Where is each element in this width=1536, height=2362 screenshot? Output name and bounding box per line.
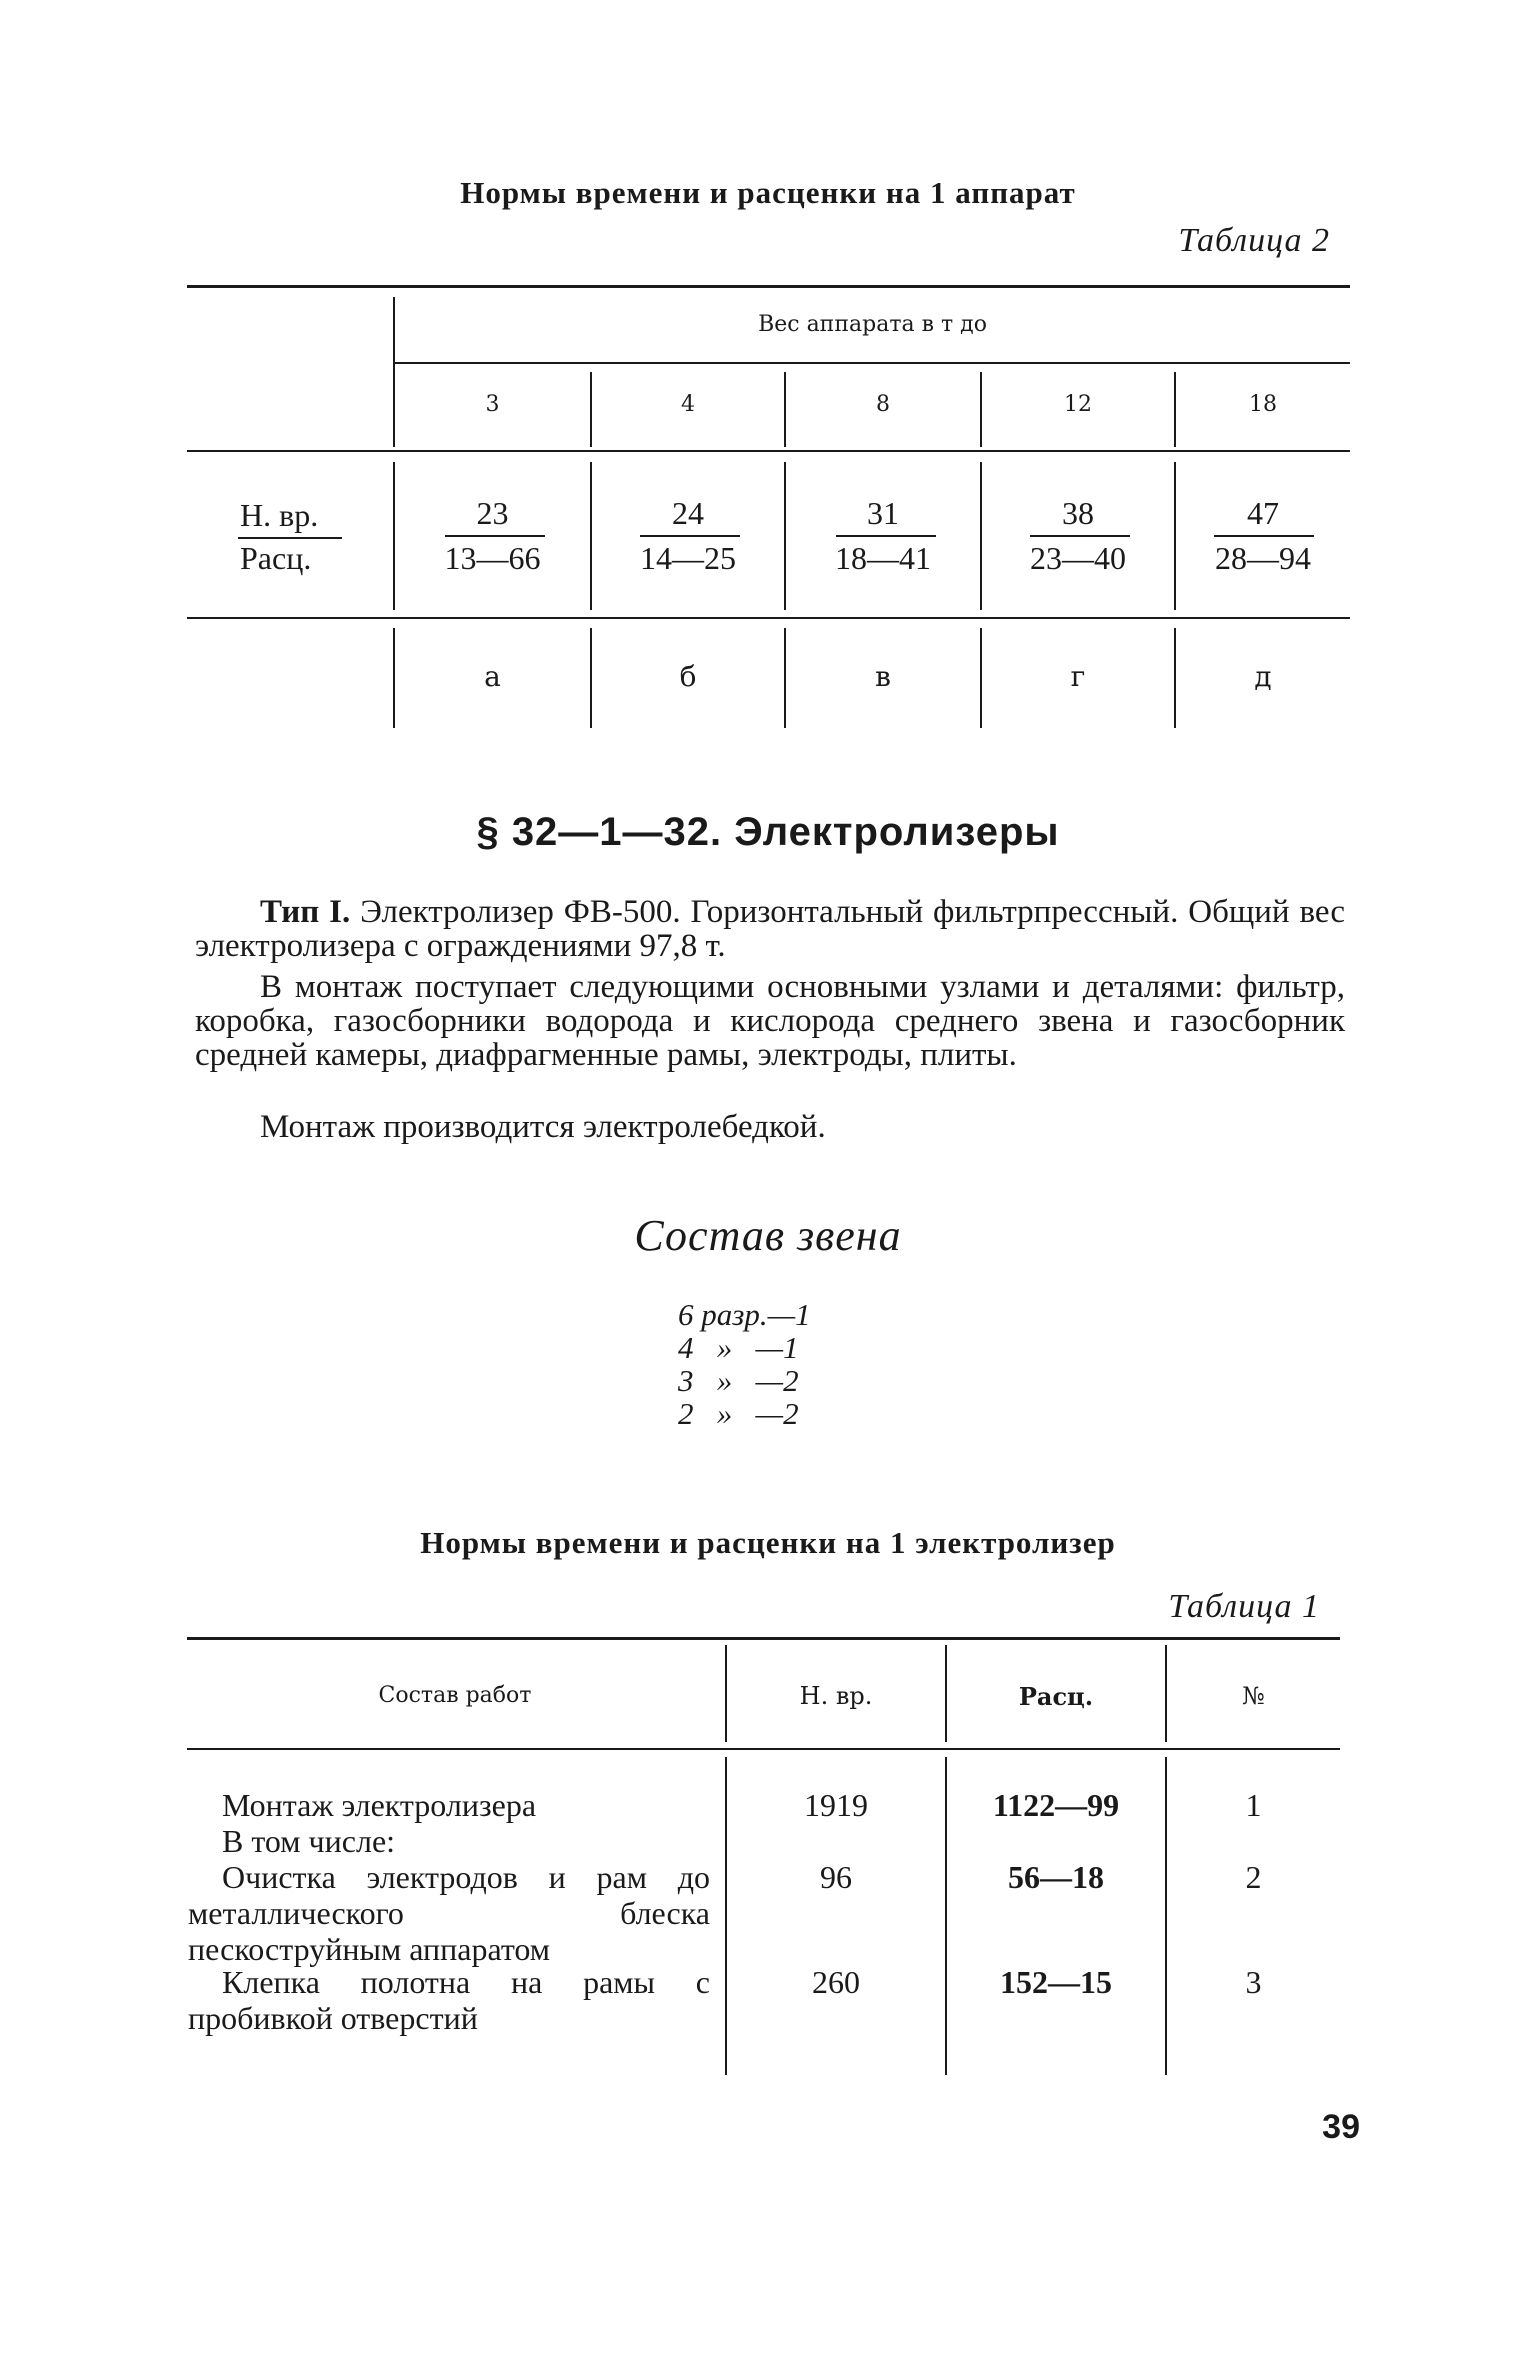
crew-line: 3 » —2 (678, 1363, 799, 1398)
table1-work-cell: Очистка электродов и рам до металлического блеска пескоструйным аппаратом (188, 1859, 710, 1967)
table1-number-cell: 3 (1245, 1964, 1262, 2000)
table2-mid-rule (187, 450, 1350, 452)
table1-header-nvr: Н. вр. (799, 1682, 873, 1710)
table2-nvr-value: 31 (867, 495, 899, 531)
row-label-nvr: Н. вр. (240, 497, 319, 533)
type-label: Тип I. (260, 894, 351, 930)
table2-column-header: 4 (681, 392, 695, 417)
table2-bottom-rule (187, 617, 1350, 619)
table2-vline (784, 462, 786, 610)
table2-letter: а (484, 660, 501, 693)
table1-number-cell: 2 (1245, 1859, 1262, 1895)
fraction-bar (836, 535, 936, 537)
page-number: 39 (1322, 2108, 1360, 2146)
table1-rasc-cell: 1122—99 (992, 1787, 1120, 1823)
table1-rasc-cell: 152—15 (1000, 1964, 1112, 2000)
paragraph-method: Монтаж производится электролебедкой. (260, 1109, 826, 1145)
table2-letter: г (1070, 660, 1086, 693)
table2-letter: д (1254, 660, 1272, 693)
crew-line: 2 » —2 (678, 1396, 799, 1431)
table2-letter: б (679, 660, 697, 693)
table2-nvr-value: 24 (672, 495, 704, 531)
table2-rasc-value: 13—66 (444, 540, 541, 576)
fraction-bar (1214, 535, 1314, 537)
table2-vline (393, 462, 395, 610)
table2-vline (980, 462, 982, 610)
table2-rasc-value: 23—40 (1030, 540, 1126, 576)
table1-top-rule (187, 1637, 1340, 1640)
table1-title: Нормы времени и расценки на 1 электролизер (420, 1525, 1116, 1560)
table1-work-cell: Клепка полотна на рамы с пробивкой отверстий (188, 1964, 710, 2036)
table1-nvr-cell: 260 (812, 1964, 860, 2000)
table2-title: Нормы времени и расценки на 1 аппарат (460, 175, 1076, 210)
table2-vline (1174, 462, 1176, 610)
table1-header-work: Состав работ (378, 1683, 532, 1708)
section-heading: § 32—1—32. Электролизеры (476, 810, 1060, 854)
fraction-bar (1030, 535, 1130, 537)
table2-header-rule (395, 362, 1350, 364)
table2-column-header: 8 (876, 392, 890, 417)
table1-label: Таблица 1 (1168, 1588, 1320, 1625)
table2-label: Таблица 2 (1178, 222, 1330, 259)
table1-header-number: № (1242, 1682, 1265, 1710)
table2-column-header: 18 (1249, 392, 1277, 417)
fraction-bar (445, 535, 545, 537)
table2-letter: в (875, 660, 891, 693)
fraction-bar (640, 535, 740, 537)
table2-nvr-value: 23 (476, 495, 509, 531)
table1-header-rasc: Расц. (1018, 1682, 1094, 1711)
table2-vline (590, 462, 592, 610)
table2-nvr-value: 47 (1247, 495, 1279, 531)
table1-rasc-cell: 56—18 (1008, 1859, 1104, 1895)
table2-group-header: Вес аппарата в т до (758, 312, 987, 337)
table2-rasc-value: 18—41 (835, 540, 931, 576)
table2-nvr-value: 38 (1062, 495, 1094, 531)
paragraph-assembly: В монтаж поступает следующими основными узлами и деталями: фильтр, коробка, газосборники водорода и кислорода среднего звена и газосборник средней камеры, диафрагменные рамы, электроды, плиты. (195, 969, 1345, 1073)
table1-nvr-cell: 1919 (804, 1787, 868, 1823)
paragraph-type (195, 895, 1345, 963)
type-description: Электролизер ФВ-500. Горизонтальный фильтрпрессный. Общий вес электролизера с ограждениями 97,8 т. (195, 894, 1345, 964)
row-label-bar (238, 537, 342, 539)
table2-column-header: 12 (1064, 392, 1092, 417)
table2-rasc-value: 28—94 (1215, 540, 1311, 576)
table2-rasc-value: 14—25 (640, 540, 736, 576)
table1-header-rule (187, 1748, 1340, 1750)
table2-top-rule (187, 285, 1350, 288)
table1-work-cell: Монтаж электролизера (222, 1787, 537, 1823)
table2-column-header: 3 (485, 392, 500, 417)
crew-line: 6 разр.—1 (678, 1297, 811, 1332)
table1-nvr-cell: 96 (820, 1859, 852, 1895)
table1-number-cell: 1 (1245, 1787, 1262, 1823)
crew-title: Состав звена (634, 1211, 902, 1260)
crew-line: 4 » —1 (678, 1330, 799, 1365)
row-label-rasc: Расц. (240, 540, 312, 576)
table1-work-cell: В том числе: (222, 1823, 396, 1859)
